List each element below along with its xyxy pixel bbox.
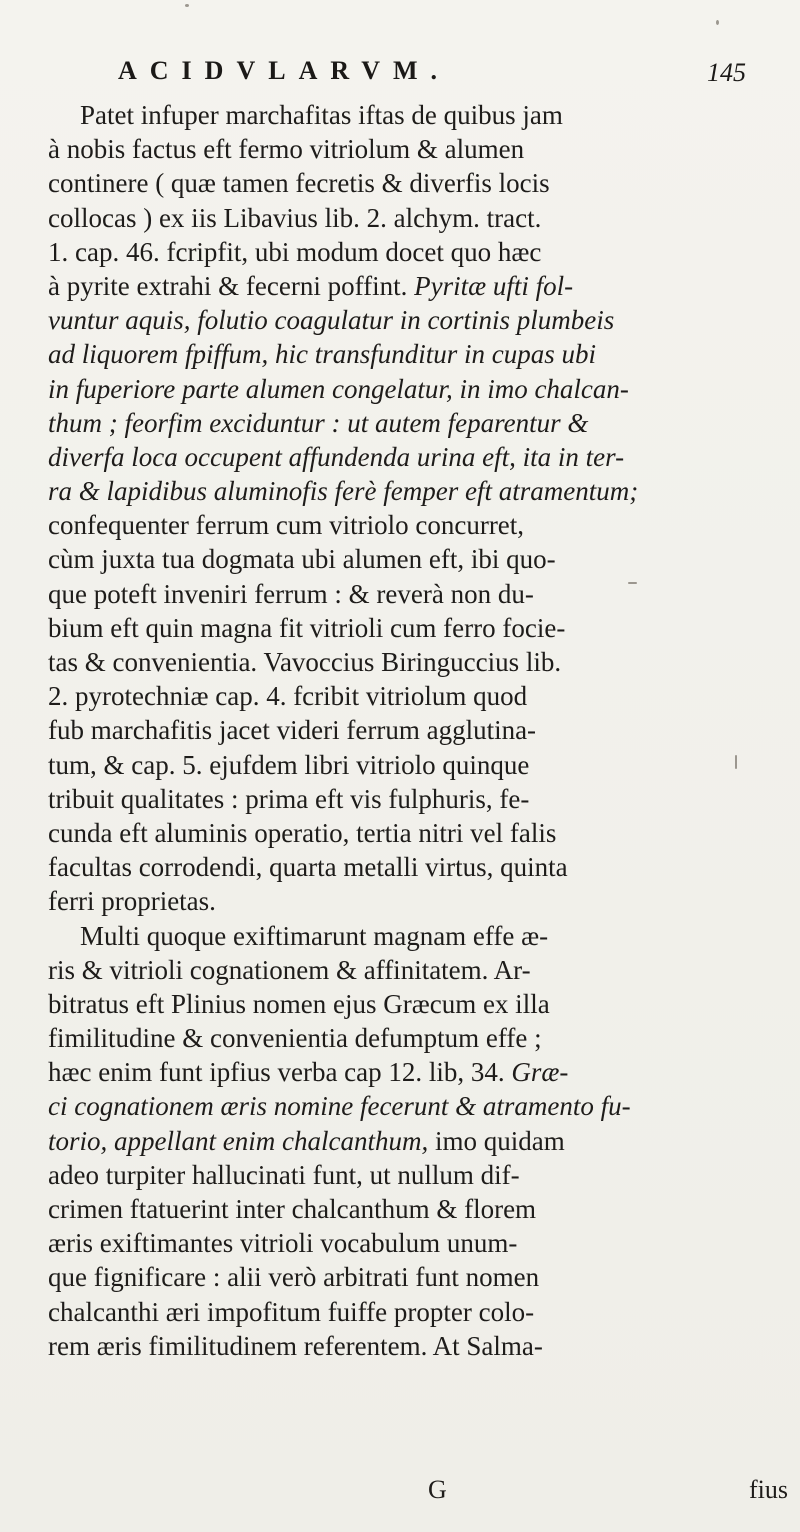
page-header xyxy=(118,56,758,96)
text-line: collocas ) ex iis Libavius lib. 2. alchym. tract. xyxy=(48,202,542,233)
text-line: tribuit qualitates : prima eft vis fulphuris, fe- xyxy=(48,783,530,814)
text-line: rem æris fimilitudinem referentem. At Salma- xyxy=(48,1330,543,1361)
paper-speck xyxy=(185,4,189,7)
text-line: vuntur aquis, folutio coagulatur in cortinis plumbeis xyxy=(48,305,615,336)
text-line: fub marchafitis jacet videri ferrum agglutina- xyxy=(48,715,537,746)
text-line: facultas corrodendi, quarta metalli virtus, quinta xyxy=(48,852,568,883)
text-line: in fuperiore parte alumen congelatur, in imo chalcan- xyxy=(48,373,629,404)
paper-speck xyxy=(628,582,637,584)
text-line: continere ( quæ tamen fecretis & diverfis locis xyxy=(48,168,550,199)
text-line: ad liquorem fpiffum, hic transfunditur in cupas ubi xyxy=(48,339,597,370)
text-line: tum, & cap. 5. ejufdem libri vitriolo quinque xyxy=(48,749,530,780)
text-line: ferri proprietas. xyxy=(48,886,216,917)
text-line: fimilitudine & convenientia defumptum effe ; xyxy=(48,1023,542,1054)
text-line: 1. cap. 46. fcripfit, ubi modum docet quo hæc xyxy=(48,236,542,267)
text-line: ci cognationem æris nomine fecerunt & atramento fu- xyxy=(48,1091,631,1122)
text-line: ra & lapidibus aluminofis ferè femper eft atramentum; xyxy=(48,476,639,507)
text-line: 2. pyrotechniæ cap. 4. fcribit vitriolum quod xyxy=(48,681,528,712)
text-line: adeo turpiter hallucinati funt, ut nullum dif- xyxy=(48,1159,520,1190)
text-line: que fignificare : alii verò arbitrati funt nomen xyxy=(48,1262,540,1293)
text-line-mixed xyxy=(48,1124,788,1158)
text-run: torio, appellant enim chalcanthum, xyxy=(48,1125,429,1156)
text-line: tas & convenientia. Vavoccius Biringuccius lib. xyxy=(48,647,562,677)
text-line: diverfa loca occupent affundenda urina eft, ita in ter- xyxy=(48,441,625,472)
text-line: que poteft inveniri ferrum : & reverà non du- xyxy=(48,578,534,609)
paper-speck xyxy=(735,755,737,769)
text-line: Patet infuper marchafitas iftas de quibus jam xyxy=(80,100,563,130)
text-line: à nobis factus eft fermo vitriolum & alumen xyxy=(48,134,525,165)
text-run: à pyrite extrahi & fecerni poffint. xyxy=(48,270,415,301)
text-line: crimen ftatuerint inter chalcanthum & florem xyxy=(48,1194,537,1224)
page-footer xyxy=(48,1475,788,1509)
paper-speck xyxy=(716,20,719,25)
text-line: chalcanthi æri impofitum fuiffe propter colo- xyxy=(48,1296,535,1327)
text-line: cunda eft aluminis operatio, tertia nitri vel falis xyxy=(48,817,557,848)
text-line: æris exiftimantes vitrioli vocabulum unum- xyxy=(48,1228,518,1259)
text-line: ris & vitrioli cognationem & affinitatem. Ar- xyxy=(48,954,531,985)
text-run: Græ- xyxy=(511,1057,569,1088)
text-run: Pyritæ ufti fol- xyxy=(414,270,574,301)
text-line: cùm juxta tua dogmata ubi alumen eft, ibi quo- xyxy=(48,544,556,575)
text-run: hæc enim funt ipfius verba cap 12. lib, 34. xyxy=(48,1057,512,1088)
page-number: 145 xyxy=(707,58,746,87)
text-run: imo quidam xyxy=(428,1125,565,1156)
running-head: ACIDVLARVM. xyxy=(118,56,451,85)
text-line: thum ; feorfim exciduntur : ut autem feparentur & xyxy=(48,407,589,438)
text-line: confequenter ferrum cum vitriolo concurret, xyxy=(48,510,525,541)
text-line-mixed xyxy=(48,1055,788,1089)
text-line: bium eft quin magna fit vitrioli cum ferro focie- xyxy=(48,612,566,643)
text-line: bitratus eft Plinius nomen ejus Græcum ex illa xyxy=(48,988,550,1019)
body-text xyxy=(48,98,788,1363)
catchword: fius xyxy=(749,1475,788,1504)
text-line: Multi quoque exiftimarunt magnam effe æ- xyxy=(80,920,549,951)
text-line-mixed xyxy=(48,269,788,303)
signature-mark: G xyxy=(428,1475,447,1504)
